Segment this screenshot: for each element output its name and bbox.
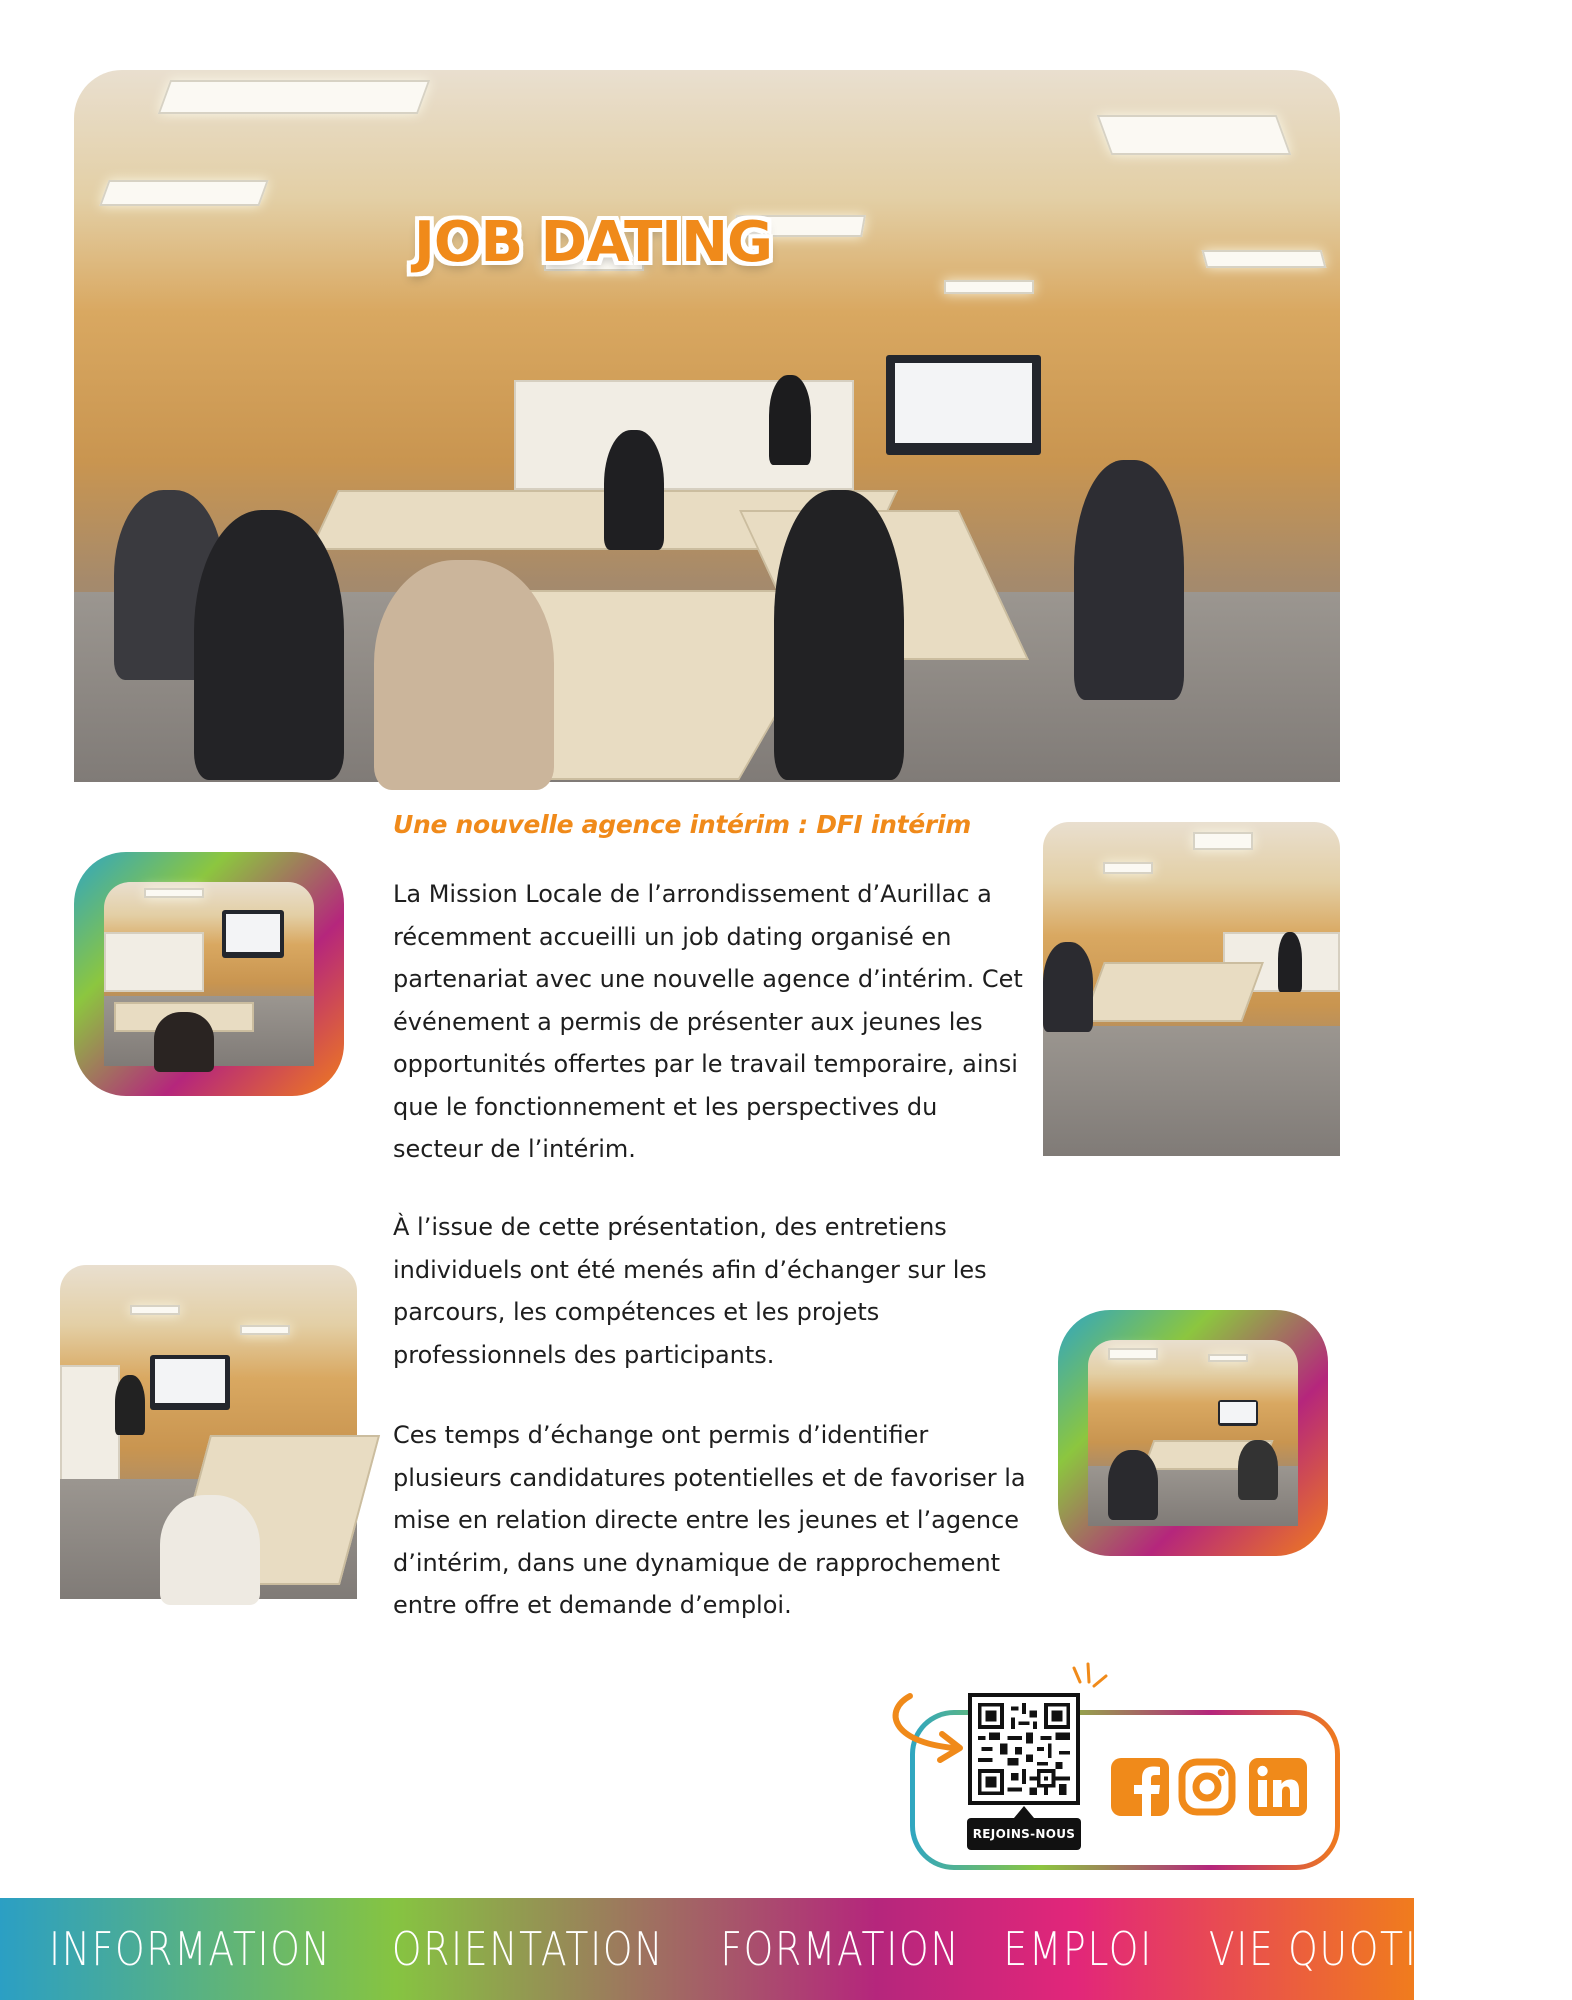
footer-item-vie-quotidienne: VIE QUOTIDIENNE — [1208, 1922, 1572, 1976]
photo-room-group — [1088, 1340, 1298, 1526]
footer-item-orientation: ORIENTATION — [392, 1922, 665, 1976]
facebook-icon[interactable] — [1111, 1758, 1169, 1816]
photo-frame-bottom-right — [1058, 1310, 1328, 1556]
footer-item-formation: FORMATION — [720, 1922, 961, 1976]
article-paragraph-3: Ces temps d’échange ont permis d’identifier plusieurs candidatures potentielles et de favoriser la mise en relation directe entre les jeunes et l’agence d’intérim, dans une dynamique de rapprochement entre offre et demande d’emploi. — [393, 1421, 1026, 1619]
article-subtitle: Une nouvelle agence intérim : DFI intérim — [393, 810, 971, 839]
footer-band — [0, 1898, 1572, 2000]
photo-room-side — [60, 1265, 357, 1599]
hero-photo — [74, 70, 1340, 782]
photo-frame-top-left — [74, 852, 344, 1096]
hero-title: JOB DATING — [414, 210, 772, 275]
linkedin-icon[interactable] — [1249, 1758, 1307, 1816]
qr-label-pointer — [1014, 1806, 1034, 1818]
article-paragraph-1: La Mission Locale de l’arrondissement d’Aurillac a récemment accueilli un job dating organisé en partenariat avec une nouvelle agence d’intérim. Cet événement a permis de présenter aux jeunes les opportunités offertes par le travail temporaire, ainsi que le fonctionnement et les perspectives du secteur de l’intérim. — [393, 880, 1023, 1163]
qr-code[interactable] — [968, 1693, 1080, 1805]
footer-item-information: INFORMATION — [49, 1922, 332, 1976]
qr-label: REJOINS-NOUS — [967, 1818, 1081, 1850]
qr-code-icon — [978, 1703, 1070, 1795]
photo-room-wide — [1043, 822, 1340, 1156]
footer-item-emploi: EMPLOI — [1003, 1922, 1153, 1976]
instagram-icon[interactable] — [1178, 1758, 1236, 1816]
photo-presentation-screen — [104, 882, 314, 1066]
article-paragraph-2: À l’issue de cette présentation, des entretiens individuels ont été menés afin d’échanger sur les parcours, les compétences et les projets professionnels des participants. — [393, 1213, 987, 1369]
curved-arrow-icon — [880, 1690, 980, 1770]
